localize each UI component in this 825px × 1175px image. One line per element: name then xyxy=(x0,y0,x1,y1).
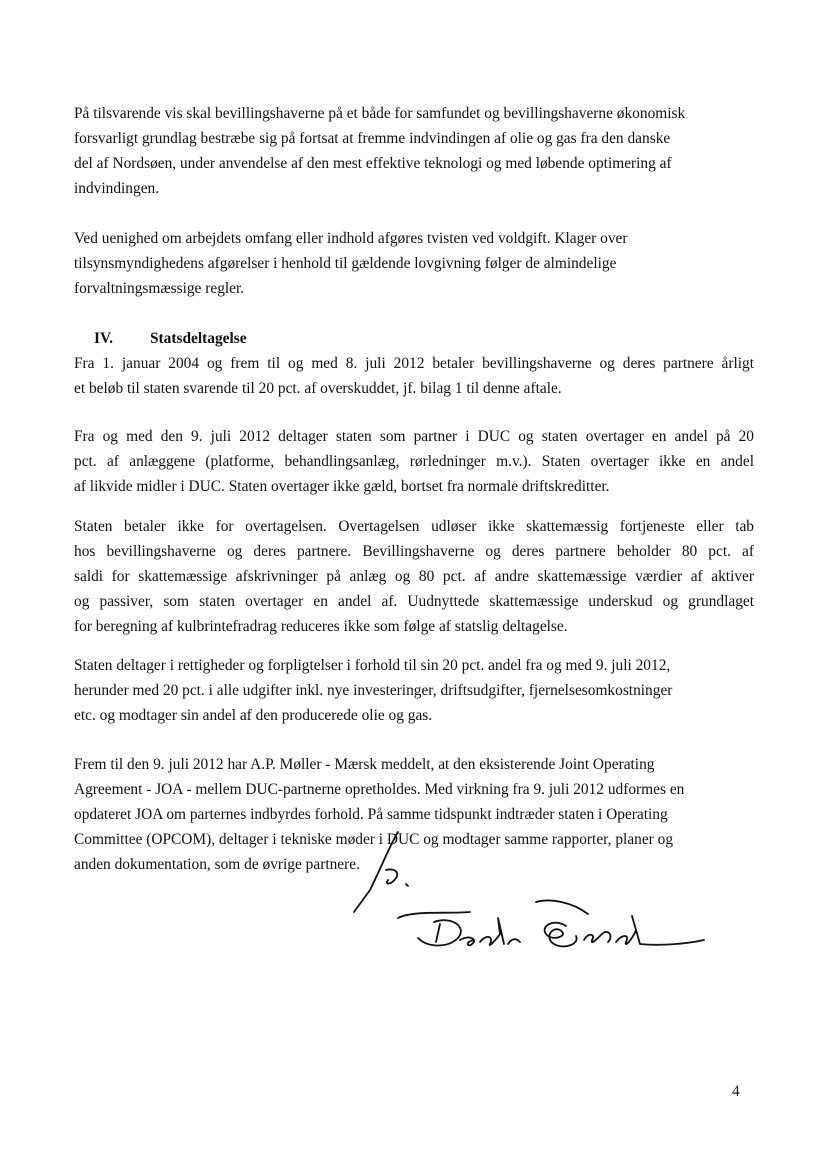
text-line: tilsynsmyndighedens afgørelser i henhold til gældende lovgivning følger de almindelige xyxy=(74,255,617,272)
paragraph-1 xyxy=(74,101,754,201)
section-paragraph-3 xyxy=(74,514,754,639)
section-paragraph-1 xyxy=(74,351,754,401)
handwritten-signature xyxy=(340,830,720,970)
text-line: opdateret JOA om parternes indbyrdes forhold. På samme tidspunkt indtræder staten i Operating xyxy=(74,806,668,823)
text-line: Fra 1. januar 2004 og frem til og med 8. juli 2012 betaler bevillingshaverne og deres partnere årligt xyxy=(74,355,754,372)
text-line: indvindingen. xyxy=(74,180,160,197)
section-number: IV. xyxy=(94,330,113,347)
section-heading xyxy=(74,326,247,351)
text-line: forsvarligt grundlag bestræbe sig på fortsat at fremme indvindingen af olie og gas fra den danske xyxy=(74,130,671,147)
text-line: Staten deltager i rettigheder og forpligtelser i forhold til sin 20 pct. andel fra og med 9. juli 2012, xyxy=(74,657,671,674)
text-line: Agreement - JOA - mellem DUC-partnerne opretholdes. Med virkning fra 9. juli 2012 udformes en xyxy=(74,781,685,798)
text-line: herunder med 20 pct. i alle udgifter inkl. nye investeringer, driftsudgifter, fjernelsesomkostninger xyxy=(74,682,673,699)
text-line: anden dokumentation, som de øvrige partnere. xyxy=(74,856,360,873)
text-line: Committee (OPCOM), deltager i tekniske møder i DUC og modtager samme rapporter, planer og xyxy=(74,831,674,848)
text-line: På tilsvarende vis skal bevillingshaverne på et både for samfundet og bevillingshaverne økonomisk xyxy=(74,105,686,122)
section-paragraph-2 xyxy=(74,424,754,499)
section-title: Statsdeltagelse xyxy=(150,330,247,347)
text-line: pct. af anlæggene (platforme, behandlingsanlæg, rørledninger m.v.). Staten overtager ikke en andel xyxy=(74,453,754,470)
text-line: Staten betaler ikke for overtagelsen. Overtagelsen udløser ikke skattemæssig fortjeneste eller tab xyxy=(74,518,754,535)
text-line: for beregning af kulbrintefradrag reduceres ikke som følge af statslig deltagelse. xyxy=(74,618,568,635)
text-line: etc. og modtager sin andel af den producerede olie og gas. xyxy=(74,707,433,724)
section-paragraph-4 xyxy=(74,653,754,728)
text-line: del af Nordsøen, under anvendelse af den mest effektive teknologi og med løbende optimering af xyxy=(74,155,672,172)
text-line: af likvide midler i DUC. Staten overtager ikke gæld, bortset fra normale driftskreditter. xyxy=(74,478,610,495)
text-line: Ved uenighed om arbejdets omfang eller indhold afgøres tvisten ved voldgift. Klager over xyxy=(74,230,628,247)
text-line: et beløb til staten svarende til 20 pct. af overskuddet, jf. bilag 1 til denne aftale. xyxy=(74,380,562,397)
text-line: Frem til den 9. juli 2012 har A.P. Møller - Mærsk meddelt, at den eksisterende Joint Operating xyxy=(74,756,655,773)
text-line: hos bevillingshaverne og deres partnere. Bevillingshaverne og deres partnere beholder 80 pct. af xyxy=(74,543,754,560)
text-line: forvaltningsmæssige regler. xyxy=(74,280,245,297)
text-line: og passiver, som staten overtager en andel af. Uudnyttede skattemæssige underskud og grundlaget xyxy=(74,593,754,610)
text-line: Fra og med den 9. juli 2012 deltager staten som partner i DUC og staten overtager en andel på 20 xyxy=(74,428,754,445)
paragraph-2 xyxy=(74,226,754,301)
initials-mark xyxy=(354,832,398,912)
page-number: 4 xyxy=(732,1083,740,1100)
text-line: saldi for skattemæssige afskrivninger på anlæg og 80 pct. af andre skattemæssige værdier af aktiver xyxy=(74,568,754,585)
